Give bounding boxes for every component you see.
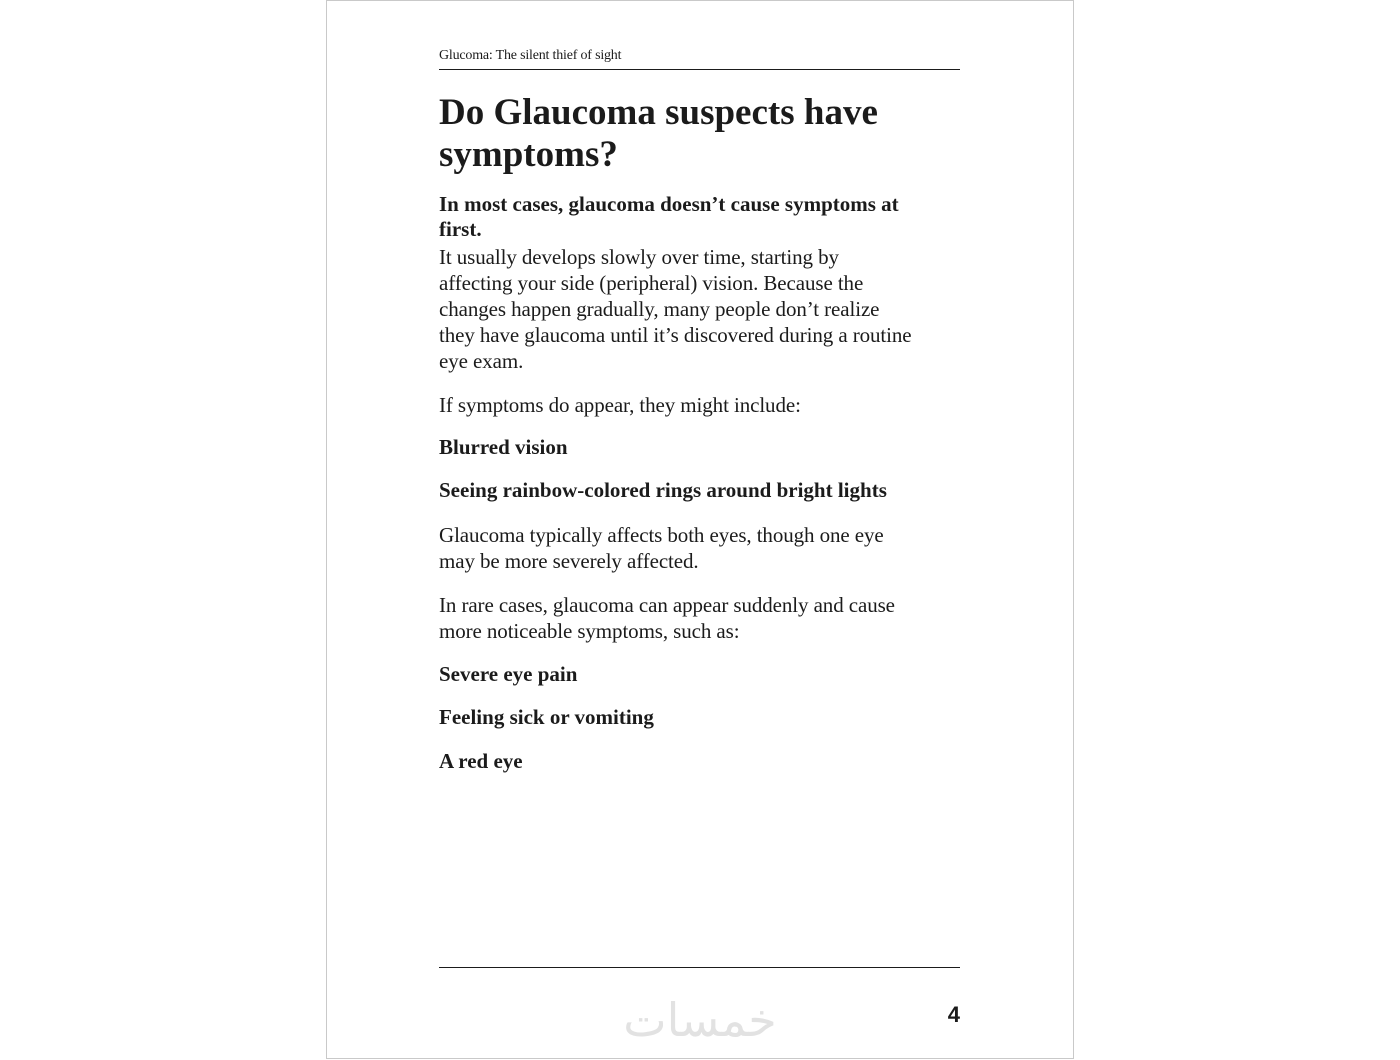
both-eyes-line: may be more severely affected. <box>439 549 699 573</box>
header-rule <box>439 69 960 70</box>
both-eyes-paragraph <box>439 522 969 574</box>
intro-line: eye exam. <box>439 349 524 373</box>
khamsat-watermark: خمسات <box>623 993 777 1047</box>
symptom-item: Seeing rainbow-colored rings around bright lights <box>439 478 887 502</box>
page-title-line: Do Glaucoma suspects have <box>439 92 878 133</box>
page-number: 4 <box>947 1002 960 1027</box>
intro-bold-statement <box>439 192 969 242</box>
intro-line: affecting your side (peripheral) vision. Because the <box>439 271 864 295</box>
page-title <box>439 92 969 176</box>
intro-line: It usually develops slowly over time, starting by <box>439 245 839 269</box>
footer-rule <box>439 967 960 968</box>
severe-symptom-item: Feeling sick or vomiting <box>439 705 654 729</box>
intro-line: they have glaucoma until it’s discovered during a routine <box>439 323 912 347</box>
symptoms-lead: If symptoms do appear, they might include: <box>439 393 801 417</box>
rare-cases-line: more noticeable symptoms, such as: <box>439 619 740 643</box>
severe-symptom-item: A red eye <box>439 749 523 773</box>
intro-line: changes happen gradually, many people don’t realize <box>439 297 880 321</box>
intro-paragraph <box>439 244 969 374</box>
both-eyes-line: Glaucoma typically affects both eyes, though one eye <box>439 523 884 547</box>
running-header-title: Glucoma: The silent thief of sight <box>439 48 622 63</box>
severe-symptom-item: Severe eye pain <box>439 662 578 686</box>
rare-cases-paragraph <box>439 592 969 644</box>
intro-bold-line: first. <box>439 217 482 241</box>
rare-cases-line: In rare cases, glaucoma can appear suddenly and cause <box>439 593 895 617</box>
page-title-line: symptoms? <box>439 134 618 175</box>
intro-bold-line: In most cases, glaucoma doesn’t cause symptoms at <box>439 192 899 216</box>
symptom-item: Blurred vision <box>439 435 568 459</box>
